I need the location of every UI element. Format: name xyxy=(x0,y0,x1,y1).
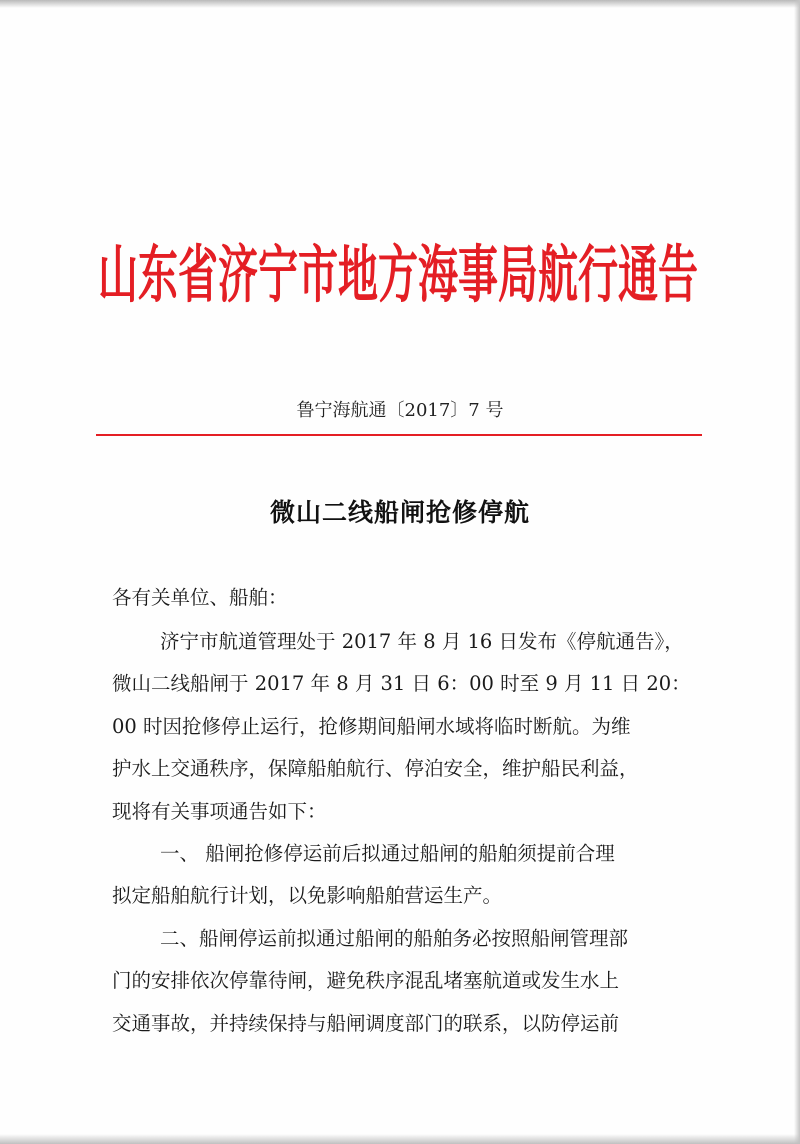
body-line: 交通事故，并持续保持与船闸调度部门的联系，以防停运前 xyxy=(112,1012,620,1035)
scan-edge-top xyxy=(0,0,800,8)
body-line: 现将有关事项通告如下： xyxy=(112,800,327,823)
salutation: 各有关单位、船舶： xyxy=(112,586,288,609)
body-line: 门的安排依次停靠待闸，避免秩序混乱堵塞航道或发生水上 xyxy=(112,969,620,992)
scan-edge-bottom xyxy=(0,1134,800,1144)
body-line: 拟定船舶航行计划，以免影响船舶营运生产。 xyxy=(112,884,503,907)
body-line: 济宁市航道管理处于 2017 年 8 月 16 日发布《停航通告》， xyxy=(160,630,684,653)
red-divider-line xyxy=(96,434,702,436)
body-line: 护水上交通秩序，保障船舶航行、停泊安全，维护船民利益， xyxy=(112,757,639,780)
notice-title: 微山二线船闸抢修停航 xyxy=(269,498,530,527)
document-number: 鲁宁海航通〔2017〕7 号 xyxy=(296,400,504,421)
body-line: 一、 船闸抢修停运前后拟通过船闸的船舶须提前合理 xyxy=(160,842,615,865)
body-line: 微山二线船闸于 2017 年 8 月 31 日 6：00 时至 9 月 11 日 20： xyxy=(112,672,691,695)
body-line: 00 时因抢修停止运行，抢修期间船闸水域将临时断航。为维 xyxy=(112,715,631,738)
body-line: 二、船闸停运前拟通过船闸的船舶务必按照船闸管理部 xyxy=(160,927,629,950)
scan-edge-right xyxy=(794,0,800,1144)
agency-title: 山东省济宁市地方海事局航行通告 xyxy=(98,238,698,312)
